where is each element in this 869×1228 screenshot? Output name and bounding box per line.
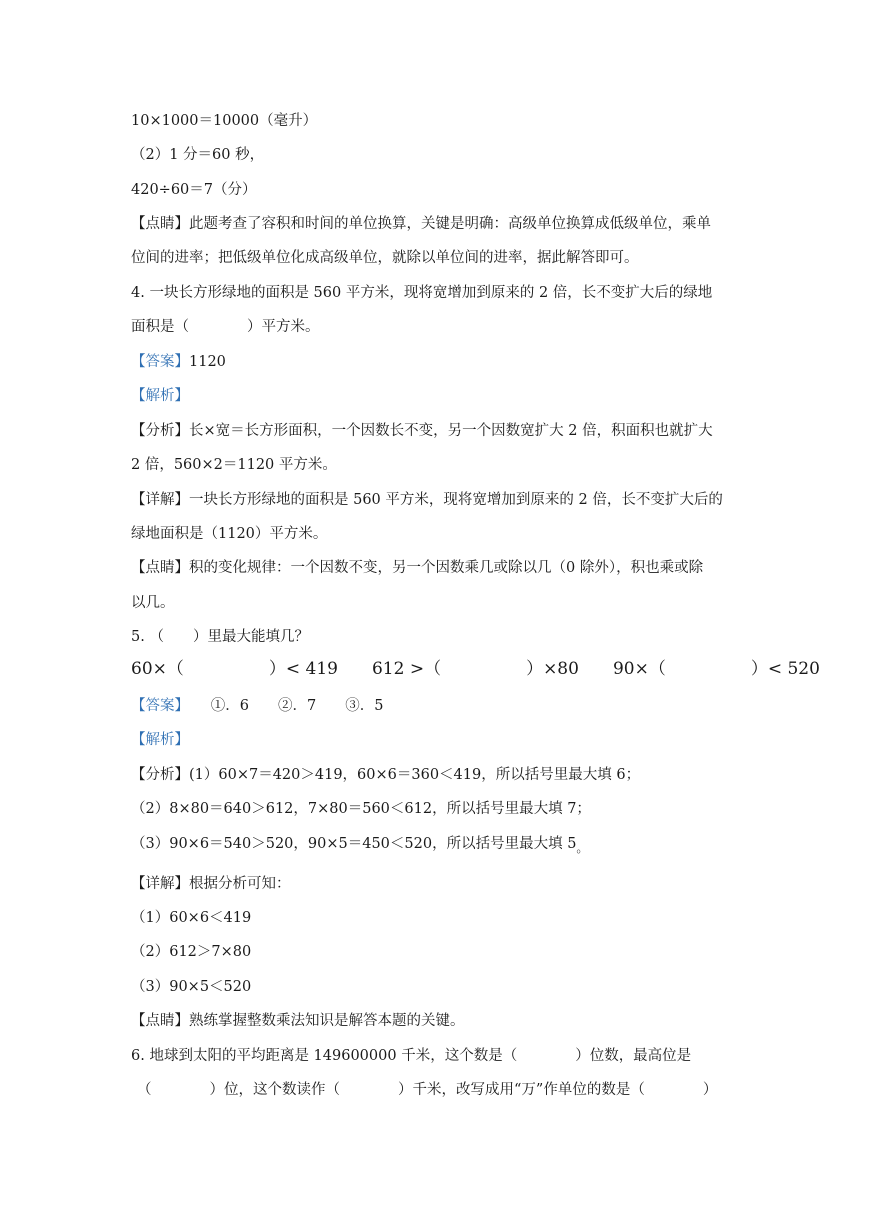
answer-label: 【答案】	[131, 354, 189, 370]
text-line: 2 倍，560×2＝1120 平方米。	[131, 457, 337, 473]
question-4: 4. 一块长方形绿地的面积是 560 平方米，现将宽增加到原来的 2 倍，长不变扩大后的绿地	[131, 285, 713, 301]
answer-value: 1120	[189, 354, 226, 370]
text-line: 以几。	[131, 595, 175, 611]
jiexi-label: 【解析】	[131, 388, 189, 404]
text-line: （1）60×6＜419	[131, 910, 252, 926]
analysis-paragraph: 【分析】长×宽＝长方形面积，一个因数长不变，另一个因数宽扩大 2 倍，积面积也就扩大	[131, 423, 713, 439]
question-5: 5. （ ）里最大能填几？	[131, 629, 309, 645]
detail-paragraph: 【详解】一块长方形绿地的面积是 560 平方米，现将宽增加到原来的 2 倍，长不变扩大后的	[131, 492, 723, 508]
dianjing-paragraph: 【点睛】此题考查了容积和时间的单位换算，关键是明确：高级单位换算成低级单位，乘单	[131, 216, 711, 232]
answer-line	[131, 352, 226, 372]
text-line	[131, 834, 588, 854]
answer-value: ①．6 ②．7 ③．5	[181, 698, 384, 714]
text-line: 位间的进率；把低级单位化成高级单位，就除以单位间的进率，据此解答即可。	[131, 250, 639, 266]
dianjing-paragraph: 【点睛】积的变化规律：一个因数不变，另一个因数乘几或除以几（0 除外），积也乘或除	[131, 560, 704, 576]
text-line: 10×1000＝10000（毫升）	[131, 113, 318, 129]
analysis-paragraph: 【分析】(1）60×7＝420＞419，60×6＝360＜419，所以括号里最大填 6；	[131, 767, 641, 783]
text-line: （2）1 分＝60 秒，	[131, 147, 265, 163]
dianjing-paragraph: 【点睛】熟练掌握整数乘法知识是解答本题的关键。	[131, 1013, 465, 1029]
text-line: 面积是（ ）平方米。	[131, 319, 320, 335]
text-line: （3）90×5＜520	[131, 979, 252, 995]
text-segment: （3）90×6＝540＞520，90×5＝450＜520，所以括号里最大填 5	[131, 836, 577, 852]
answer-line	[131, 696, 383, 716]
text-line: 绿地面积是（1120）平方米。	[131, 526, 328, 542]
period-mark: 。	[576, 841, 589, 855]
inequality-row: 60×（ ）< 419 612 >（ ）×80 90×（ ）< 520	[131, 659, 820, 679]
text-line: （2）8×80＝640＞612，7×80＝560＜612，所以括号里最大填 7；	[131, 801, 591, 817]
text-line: （ ）位，这个数读作（ ）千米，改写成用“万”作单位的数是（ ）	[137, 1082, 718, 1098]
question-6: 6. 地球到太阳的平均距离是 149600000 千米，这个数是（ ）位数，最高位是	[131, 1048, 692, 1064]
answer-label: 【答案】	[131, 698, 182, 714]
jiexi-label: 【解析】	[131, 732, 189, 748]
text-line: （2）612＞7×80	[131, 944, 252, 960]
text-line: 420÷60＝7（分）	[131, 182, 257, 198]
detail-paragraph: 【详解】根据分析可知：	[131, 876, 291, 892]
